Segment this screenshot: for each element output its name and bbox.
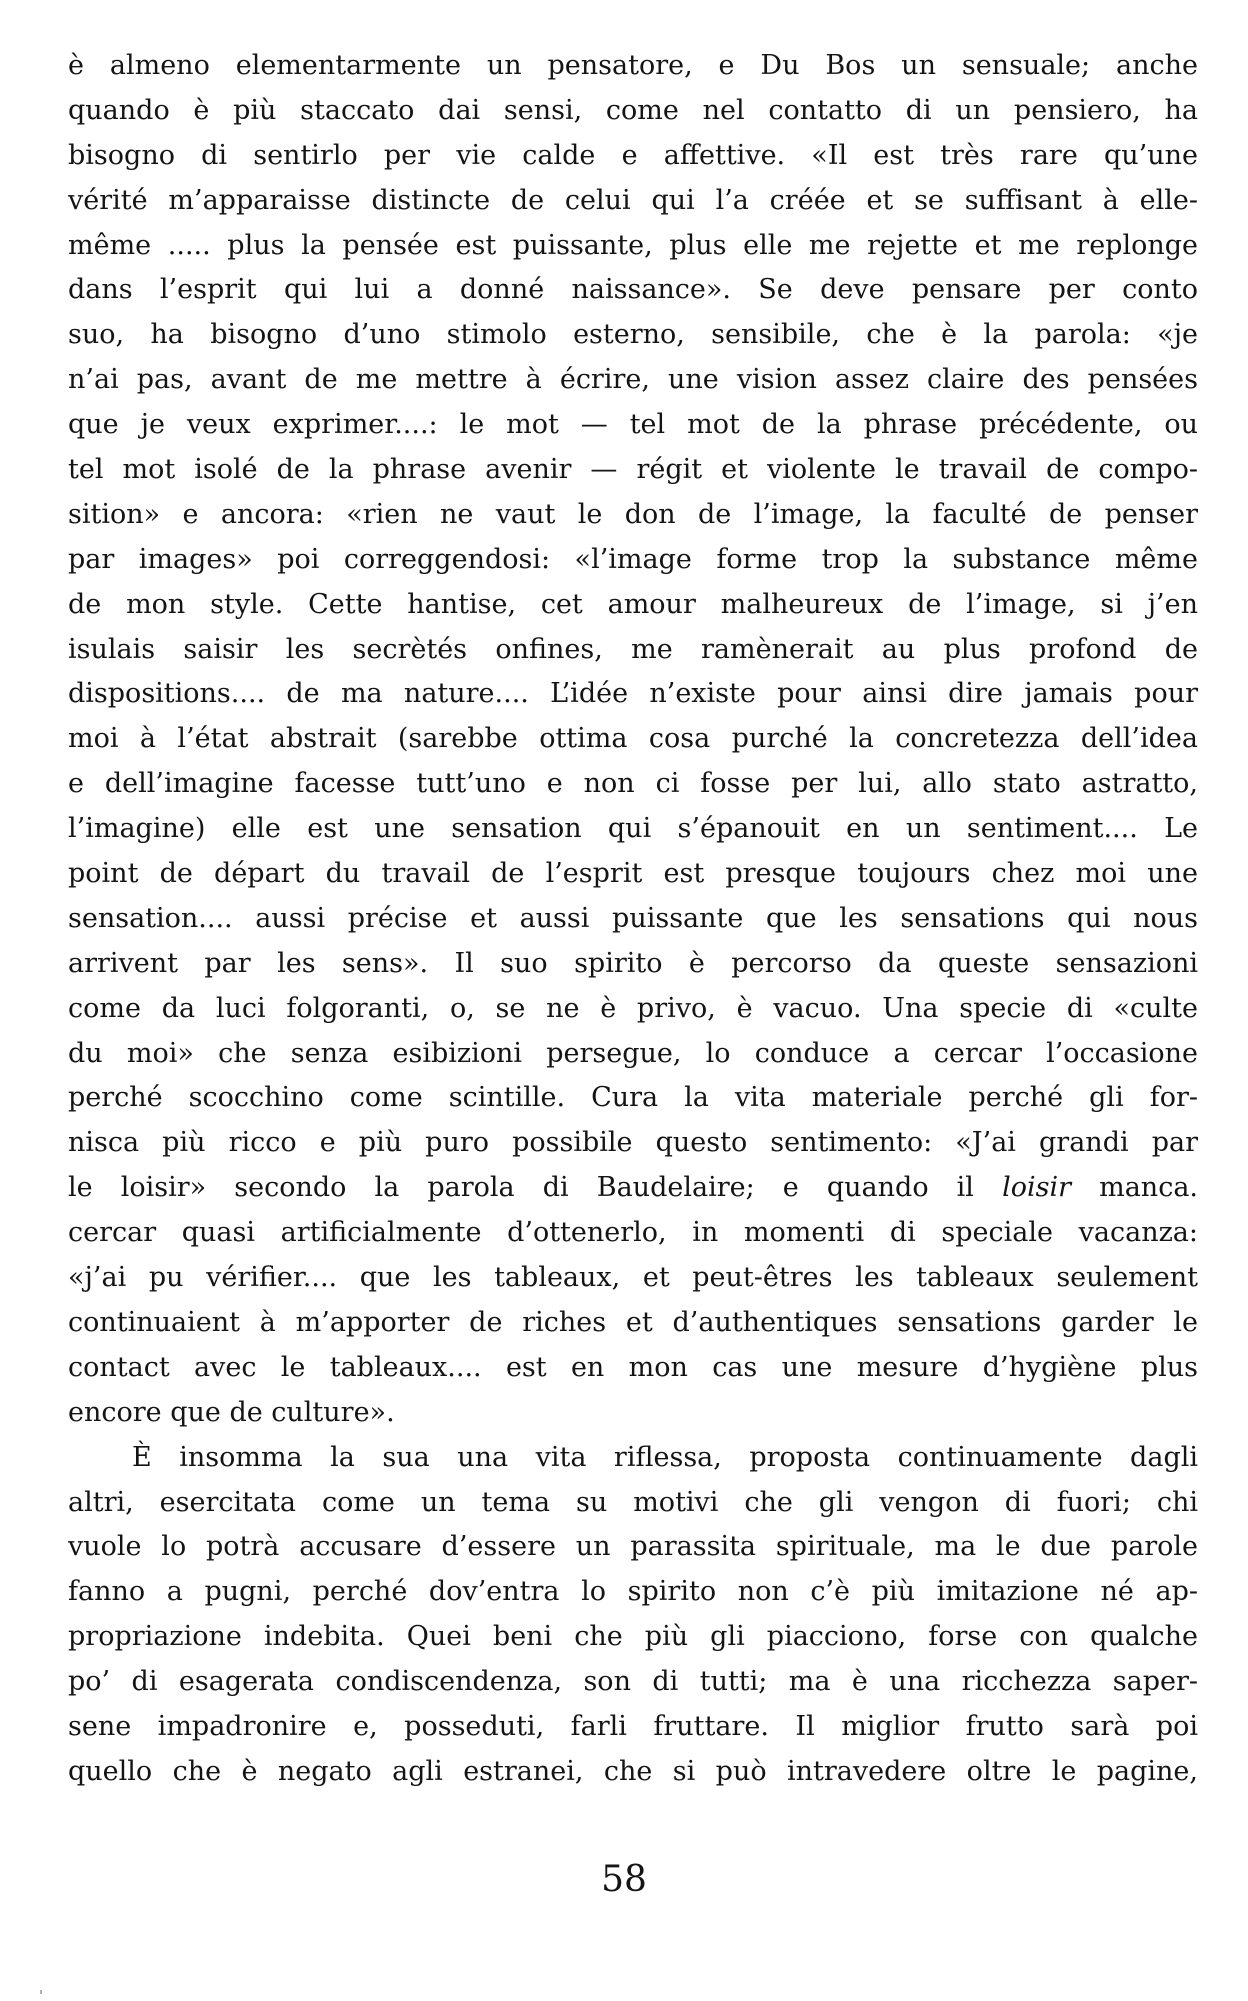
text-line: suo, ha bisogno d’uno stimolo esterno, sensibile, che è la parola: «je — [68, 319, 1198, 351]
text-line: moi à l’état abstrait (sarebbe ottima cosa purché la concretezza dell’idea — [68, 723, 1198, 755]
text-line: même ..... plus la pensée est puissante, plus elle me rejette et me replonge — [68, 229, 1198, 261]
text-line: cercar quasi artificialmente d’ottenerlo, in momenti di speciale vacanza: — [68, 1217, 1198, 1249]
text-line: dispositions.... de ma nature.... L’idée n’existe pour ainsi dire jamais pour — [68, 678, 1198, 710]
body-text — [68, 44, 1198, 1795]
text-line: nisca più ricco e più puro possibile questo sentimento: «J’ai grandi par — [68, 1127, 1198, 1159]
text-line: sene impadronire e, posseduti, farli fruttare. Il miglior frutto sarà poi — [68, 1710, 1198, 1742]
text-line: continuaient à m’apporter de riches et d’authentiques sensations garder le — [68, 1306, 1198, 1338]
text-line: perché scocchino come scintille. Cura la vita materiale perché gli for- — [68, 1082, 1198, 1114]
text-line: bisogno di sentirlo per vie calde e affettive. «Il est très rare qu’une — [68, 139, 1198, 171]
text-line: l’imagine) elle est une sensation qui s’épanouit en un sentiment.... Le — [68, 813, 1198, 845]
text-line: «j’ai pu vérifier.... que les tableaux, et peut-êtres les tableaux seulement — [68, 1262, 1198, 1294]
scan-speck — [40, 1990, 42, 1994]
text-line: quando è più staccato dai sensi, come nel contatto di un pensiero, ha — [68, 94, 1198, 126]
text-line: È insomma la sua una vita riflessa, proposta continuamente dagli — [132, 1441, 1198, 1473]
text-line: de mon style. Cette hantise, cet amour malheureux de l’image, si j’en — [68, 588, 1198, 620]
text-line: come da luci folgoranti, o, se ne è privo, è vacuo. Una specie di «culte — [68, 992, 1198, 1024]
page-number: 58 — [601, 1859, 647, 1900]
text-line: point de départ du travail de l’esprit est presque toujours chez moi une — [68, 858, 1198, 890]
text-line: isulais saisir les secrètés onfines, me ramènerait au plus profond de — [68, 633, 1198, 665]
text-line: contact avec le tableaux.... est en mon cas une mesure d’hygiène plus — [68, 1351, 1198, 1383]
text-line: sensation.... aussi précise et aussi puissante que les sensations qui nous — [68, 902, 1198, 934]
text-line: vérité m’apparaisse distincte de celui qui l’a créée et se suffisant à elle- — [68, 184, 1198, 216]
text-line: quello che è negato agli estranei, che si può intravedere oltre le pagine, — [68, 1755, 1198, 1787]
text-line: que je veux exprimer....: le mot — tel mot de la phrase précédente, ou — [68, 409, 1198, 441]
text-line: fanno a pugni, perché dov’entra lo spirito non c’è più imitazione né ap- — [68, 1576, 1198, 1608]
text-line: le loisir» secondo la parola di Baudelaire; e quando il loisir manca. — [68, 1172, 1198, 1204]
text-line: par images» poi correggendosi: «l’image forme trop la substance même — [68, 543, 1198, 575]
text-line: vuole lo potrà accusare d’essere un parassita spirituale, ma le due parole — [68, 1531, 1198, 1563]
italic-word: loisir — [1002, 1172, 1071, 1204]
text-line: propriazione indebita. Quei beni che più gli piacciono, forse con qualche — [68, 1621, 1198, 1653]
text-line: n’ai pas, avant de me mettre à écrire, une vision assez claire des pensées — [68, 364, 1198, 396]
text-line: du moi» che senza esibizioni persegue, lo conduce a cercar l’occasione — [68, 1037, 1198, 1069]
text-line: dans l’esprit qui lui a donné naissance». Se deve pensare per conto — [68, 274, 1198, 306]
text-line: e dell’imagine facesse tutt’uno e non ci fosse per lui, allo stato astratto, — [68, 768, 1198, 800]
text-line: arrivent par les sens». Il suo spirito è percorso da queste sensazioni — [68, 947, 1198, 979]
text-line: sition» e ancora: «rien ne vaut le don de l’image, la faculté de penser — [68, 498, 1198, 530]
text-line: è almeno elementarmente un pensatore, e Du Bos un sensuale; anche — [68, 50, 1198, 81]
text-line: tel mot isolé de la phrase avenir — régit et violente le travail de compo- — [68, 454, 1198, 486]
text-line: altri, esercitata come un tema su motivi che gli vengon di fuori; chi — [68, 1486, 1198, 1518]
text-line: encore que de culture». — [68, 1396, 395, 1428]
text-line: po’ di esagerata condiscendenza, son di tutti; ma è una ricchezza saper- — [68, 1666, 1198, 1698]
